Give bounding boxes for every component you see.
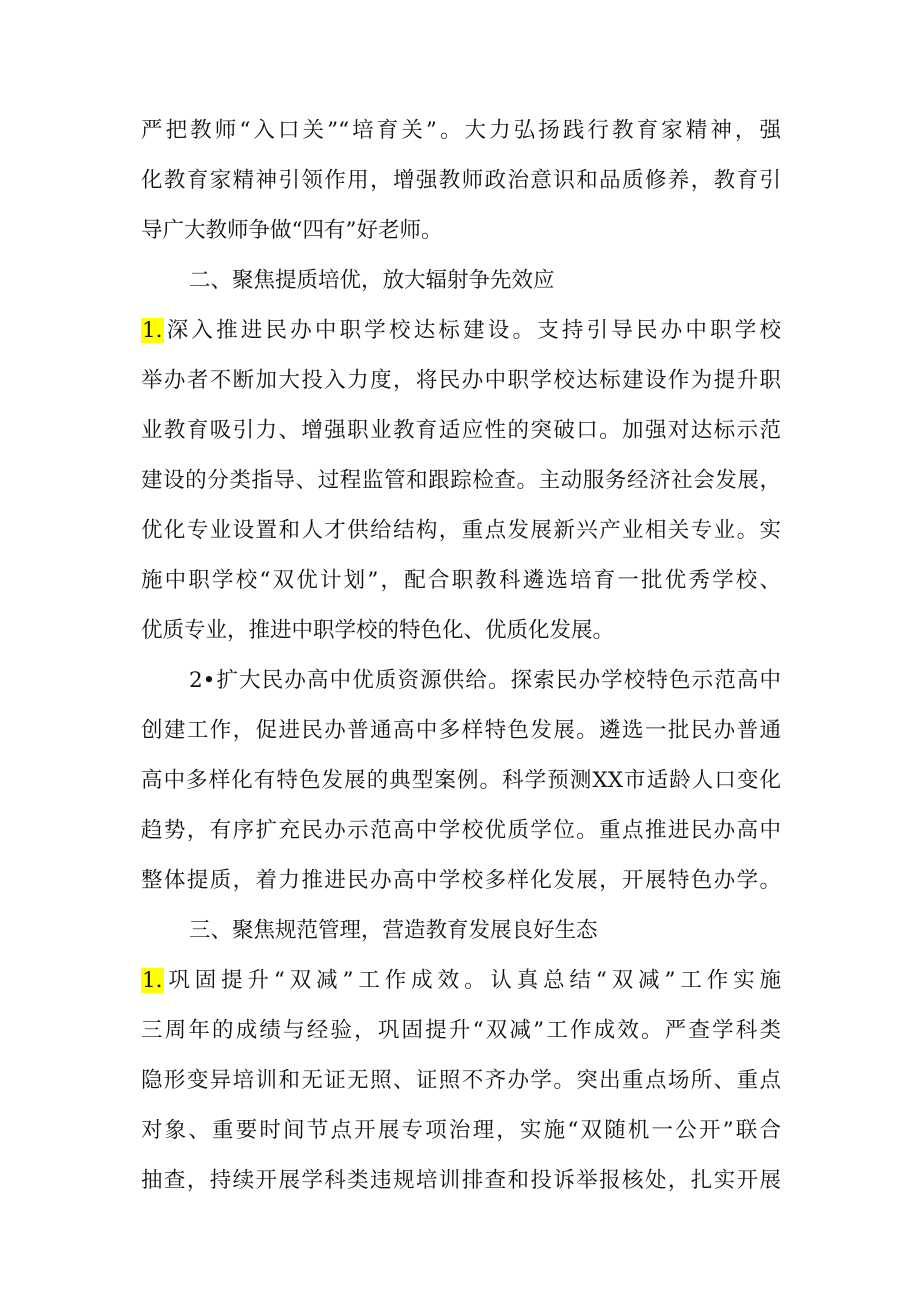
paragraph-line [141, 959, 781, 1003]
paragraph-line: 严把教师“入口关”“培育关”。大力弘扬践行教育家精神，强 [141, 118, 781, 143]
paragraph-line: 对象、重要时间节点开展专项治理，实施“双随机一公开”联合 [141, 1118, 781, 1143]
paragraph-line: 化教育家精神引领作用，增强教师政治意识和品质修养，教育引 [141, 168, 781, 193]
paragraph-line: 优化专业设置和人才供给结构，重点发展新兴产业相关专业。实 [141, 518, 781, 543]
paragraph-line: 整体提质，着力推进民办高中学校多样化发展，开展特色办学。 [141, 868, 781, 893]
paragraph-line: 举办者不断加大投入力度，将民办中职学校达标建设作为提升职 [141, 368, 781, 393]
section-heading: 三、聚焦规范管理，营造教育发展良好生态 [189, 918, 598, 943]
paragraph-line: 2•扩大民办高中优质资源供给。探索民办学校特色示范高中 [189, 668, 781, 693]
paragraph-text: 巩固提升“双减”工作成效。认真总结“双减”工作实施 [163, 968, 781, 993]
highlighted-list-marker: 1. [142, 968, 163, 993]
paragraph-line: 施中职学校“双优计划”，配合职教科遴选培育一批优秀学校、 [141, 568, 781, 593]
paragraph-line: 高中多样化有特色发展的典型案例。科学预测XX市适龄人口变化 [141, 768, 781, 793]
paragraph-line: 创建工作，促进民办普通高中多样特色发展。遴选一批民办普通 [141, 718, 781, 743]
paragraph-line: 业教育吸引力、增强职业教育适应性的突破口。加强对达标示范 [141, 418, 781, 443]
paragraph-text: 深入推进民办中职学校达标建设。支持引导民办中职学校 [163, 318, 781, 343]
highlighted-list-marker: 1. [142, 318, 163, 343]
paragraph-line: 优质专业，推进中职学校的特色化、优质化发展。 [141, 618, 615, 643]
paragraph-line: 趋势，有序扩充民办示范高中学校优质学位。重点推进民办高中 [141, 818, 781, 843]
paragraph-line: 建设的分类指导、过程监管和跟踪检查。主动服务经济社会发展， [141, 468, 781, 493]
paragraph-line: 导广大教师争做“四有”好老师。 [141, 218, 443, 243]
paragraph-line [141, 309, 781, 353]
paragraph-line: 三周年的成绩与经验，巩固提升“双减”工作成效。严查学科类 [141, 1018, 781, 1043]
section-heading: 二、聚焦提质培优，放大辐射争先效应 [189, 268, 555, 293]
paragraph-line: 隐形变异培训和无证无照、证照不齐办学。突出重点场所、重点 [141, 1068, 781, 1093]
paragraph-line: 抽查，持续开展学科类违规培训排查和投诉举报核处，扎实开展 [141, 1168, 781, 1193]
